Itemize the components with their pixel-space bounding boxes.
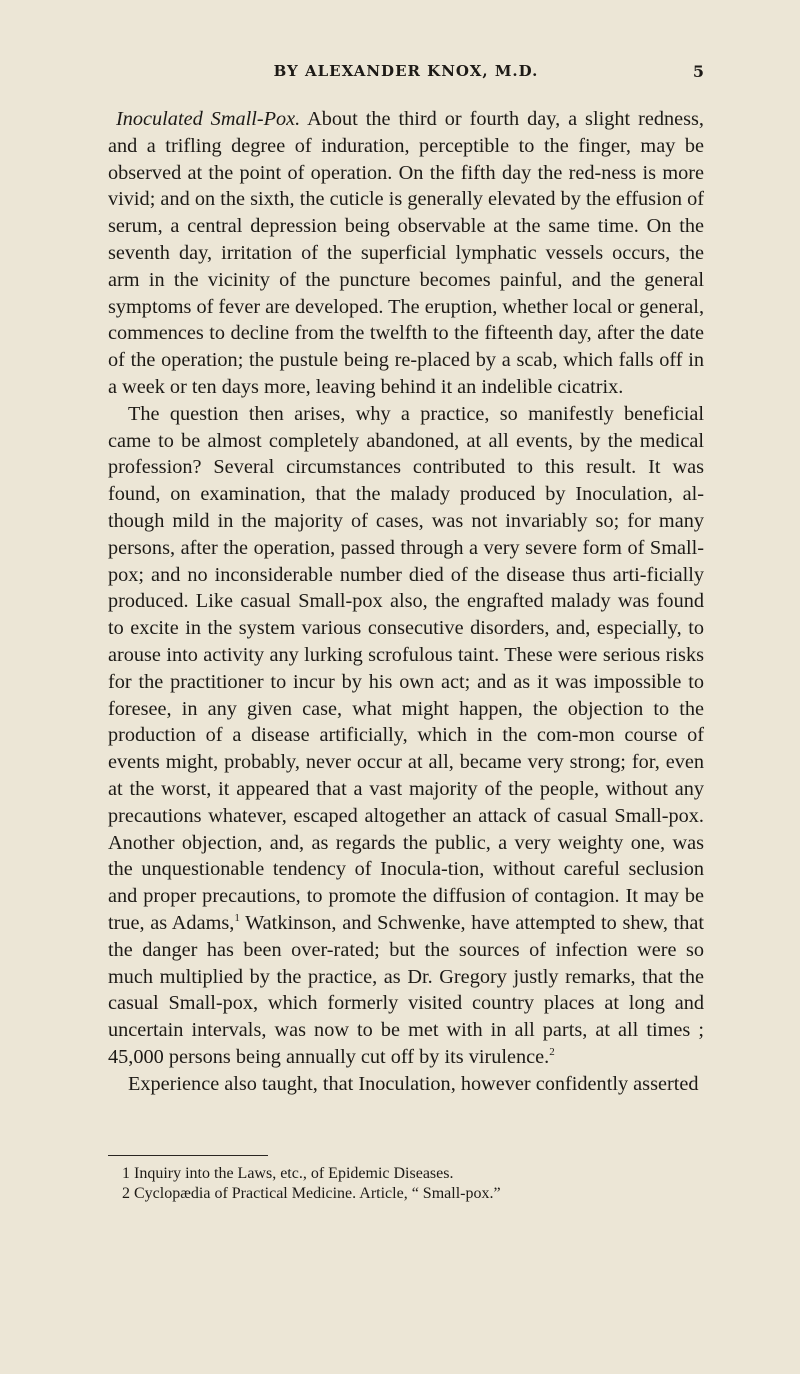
- footnotes: [108, 1164, 704, 1204]
- running-head: [108, 62, 704, 84]
- paragraph-text: The question then arises, why a practice, so manifestly beneficial came to be almost completely abandoned, at all events, by the medical profession? Several circumstances contributed to this result. It was found, on examination, that the malady produced by Inoculation, al-though mild in the majority of cases, was not invariably so; for many persons, after the operation, passed through a very severe form of Small-pox; and no inconsiderable number died of the disease thus arti-ficially produced. Like casual Small-pox also, the engrafted malady was found to excite in the system various consecutive disorders, and, especially, to arouse into activity any lurking scrofulous taint. These were serious risks for the practitioner to incur by his own act; and as it was impossible to foresee, in any given case, what might happen, the objection to the production of a disease artificially, which in the com-mon course of events might, probably, never occur at all, became very strong; for, even at the worst, it appeared that a vast majority of the people, without any precautions whatever, escaped altogether an attack of casual Small-pox. Another objection, and, as regards the public, a very weighty one, was the unquestionable tendency of Inocula-tion, without careful seclusion and proper precautions, to promote the diffusion of contagion. It may be true, as Adams,: [108, 402, 704, 934]
- paragraph-lead: Inoculated Small-Pox.: [116, 108, 301, 130]
- body-text: [108, 106, 704, 1097]
- paragraph-inoculated-small-pox: [108, 106, 704, 401]
- footnote-1: 1 Inquiry into the Laws, etc., of Epidemic Diseases.: [122, 1165, 454, 1182]
- paragraph-experience: [108, 1071, 704, 1098]
- running-title: BY ALEXANDER KNOX, M.D.: [273, 62, 539, 80]
- footnote-rule: [108, 1155, 268, 1156]
- footnote-ref-1: 1: [234, 912, 240, 925]
- paragraph-text: Experience also taught, that Inoculation, however confidently asserted: [128, 1072, 699, 1095]
- page-number: 5: [692, 62, 704, 81]
- footnote-ref-2: 2: [549, 1046, 555, 1059]
- paragraph-text: Watkinson, and Schwenke, have attempted to shew, that the danger has been over-rated; but the sources of infection were so much multiplied by the practice, as Dr. Gregory justly remarks, that the casual Small-pox, which formerly visited country places at long and uncertain intervals, was now to be met with in all parts, at all times ; 45,000 persons being annually cut off by its virulence.: [108, 911, 705, 1068]
- paragraph-question: [108, 401, 704, 1071]
- paragraph-text: About the third or fourth day, a slight redness, and a trifling degree of induration, perceptible to the finger, may be observed at the point of operation. On the fifth day the red-ness is more vivid; and on the sixth, the cuticle is generally elevated by the effusion of serum, a central depression being observable at the same time. On the seventh day, irritation of the superficial lymphatic vessels occurs, the arm in the vicinity of the puncture becomes painful, and the general symptoms of fever are developed. The eruption, whether local or general, commences to decline from the twelfth to the fifteenth day, after the date of the operation; the pustule being re-placed by a scab, which falls off in a week or ten days more, leaving behind it an indelible cicatrix.: [108, 108, 705, 398]
- footnote-2: 2 Cyclopædia of Practical Medicine. Article, “ Small-pox.”: [122, 1185, 501, 1202]
